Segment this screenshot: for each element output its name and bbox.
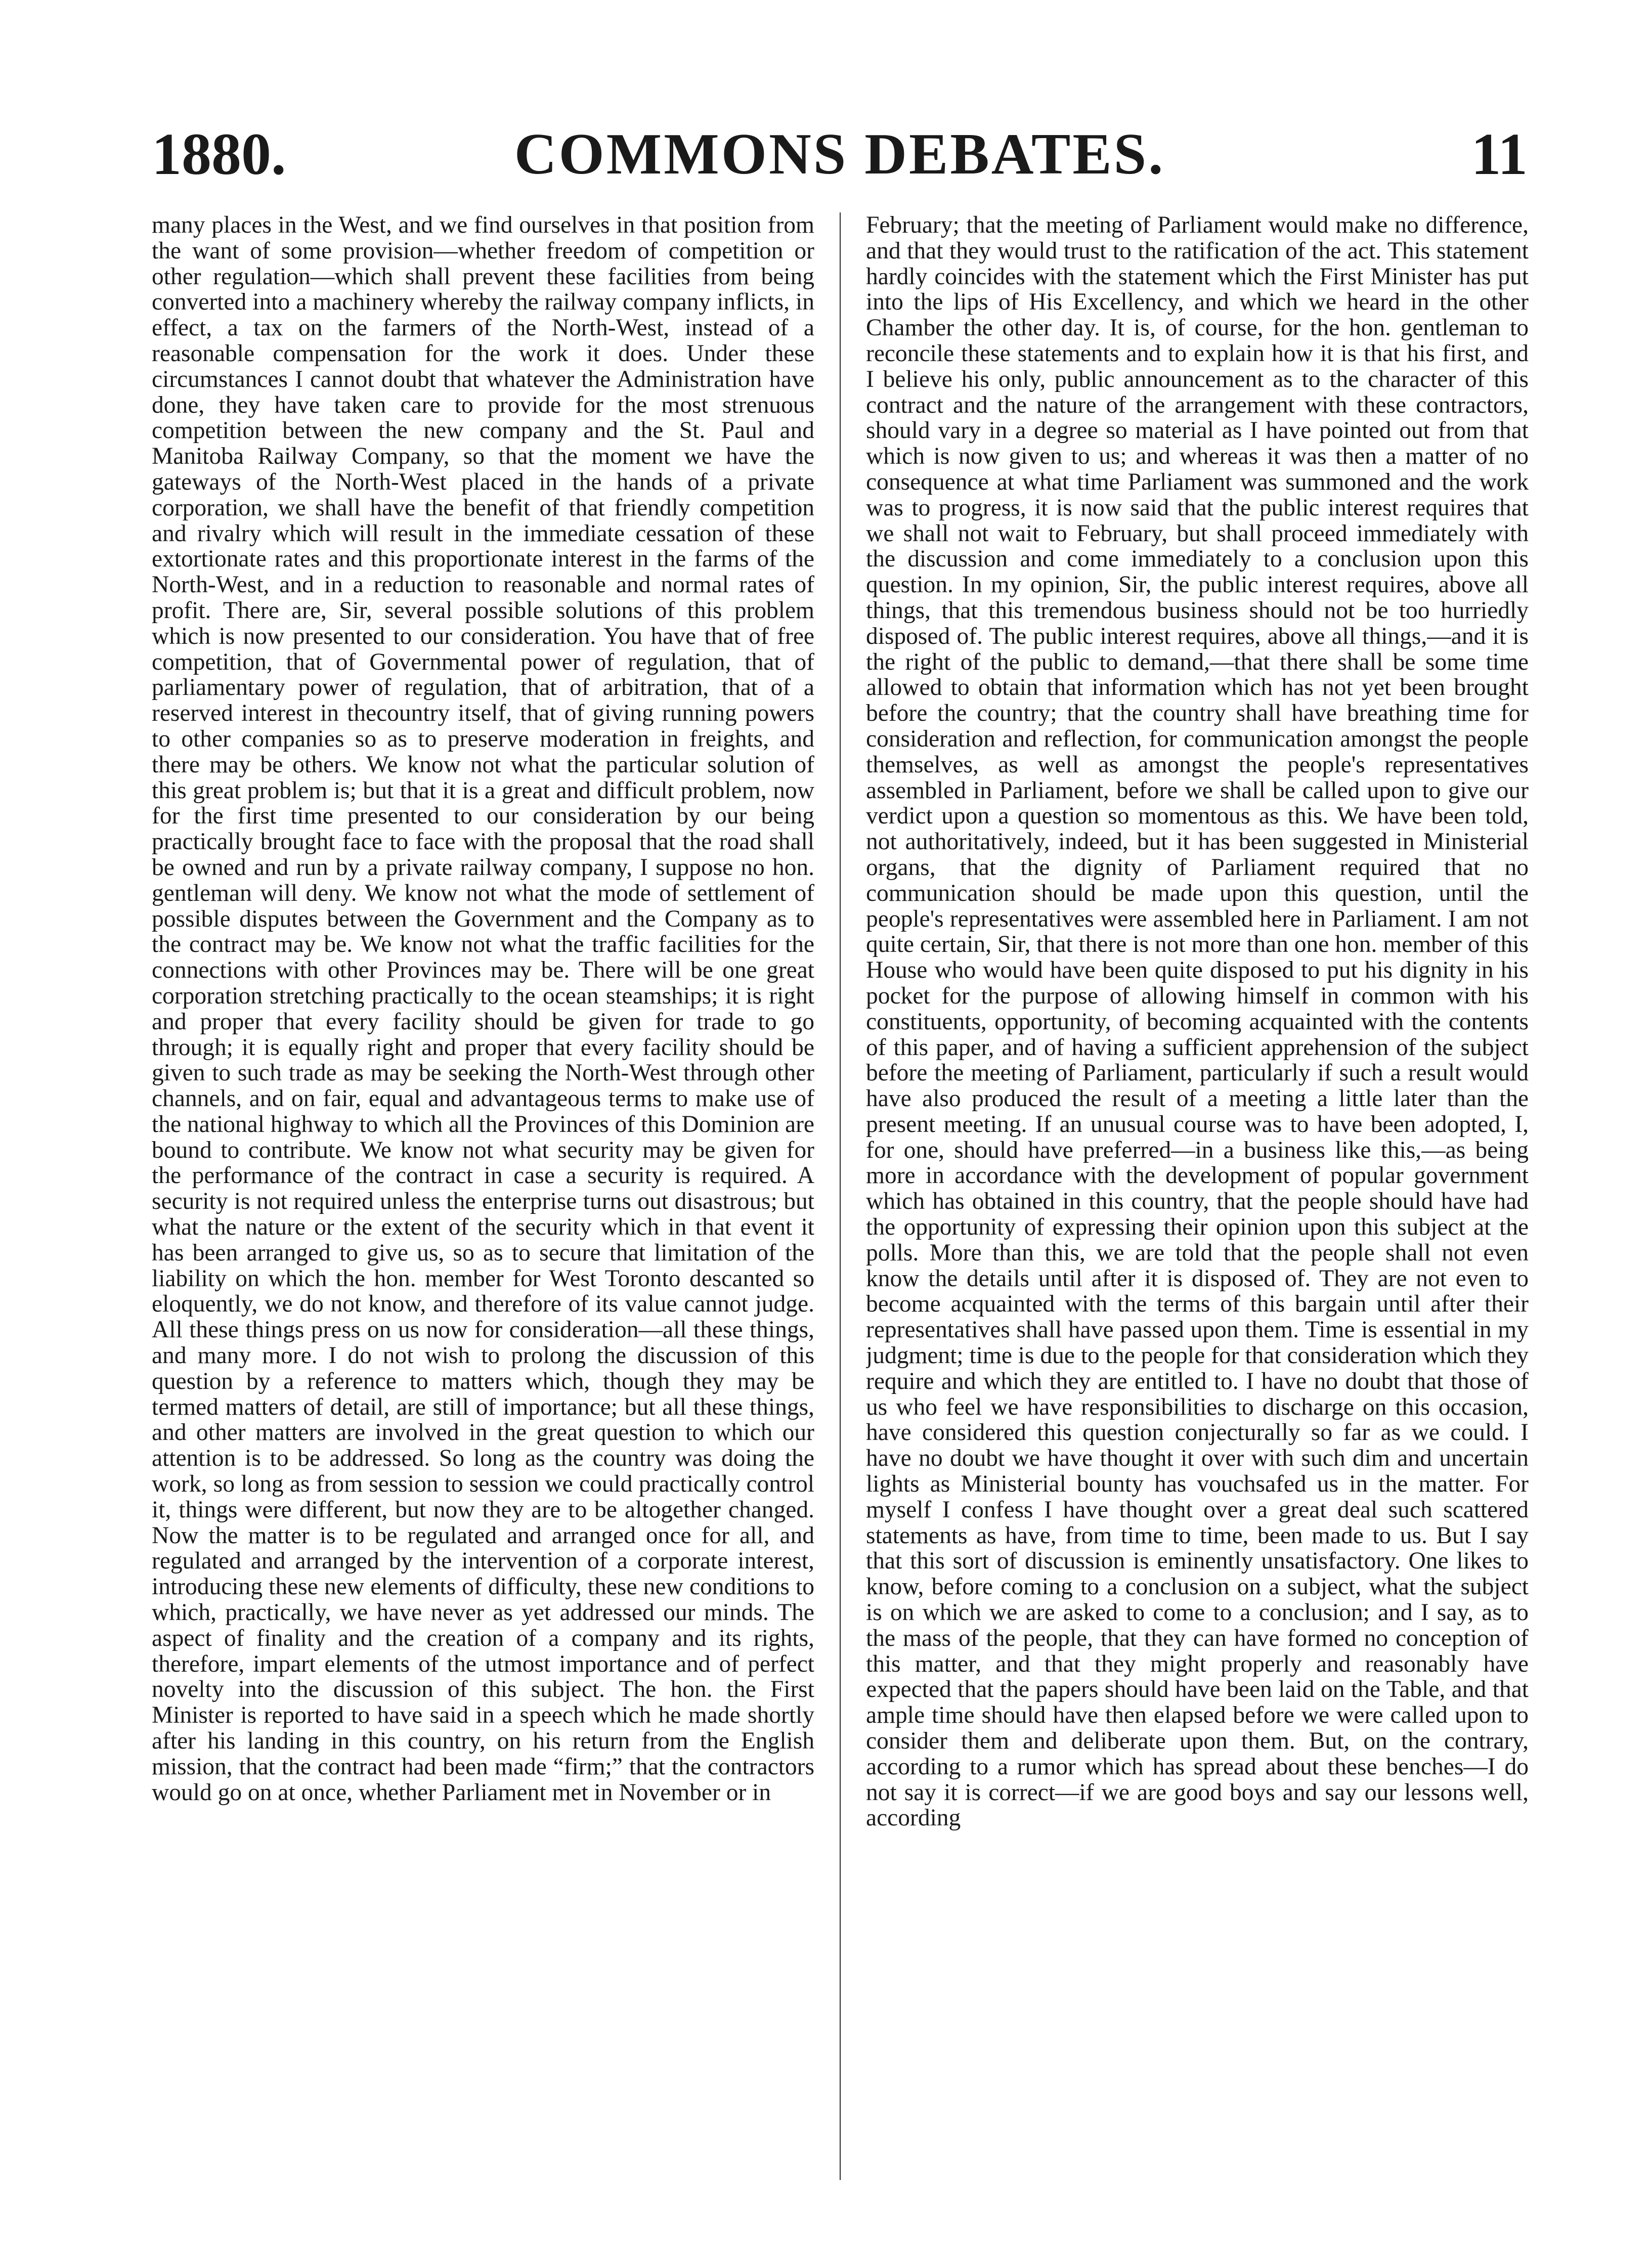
header-page-number: 11 [1471,121,1528,187]
header-year: 1880. [152,121,286,187]
header-title: COMMONS DEBATES. [514,122,1165,187]
page-header [152,116,1528,192]
two-column-body [152,212,1528,2180]
column-divider [840,212,841,2180]
right-column-text: February; that the meeting of Parliament would make no difference, and that they would trust to the ratification of the act. This statement hardly coincides with the statement which the First Minister has put into the lips of His Excellency, and which we heard in the other Chamber the other day. It is, of course, for the hon. gentleman to reconcile these statements and to explain how it is that his first, and I believe his only, public announcement as to the character of this contract and the nature of the arrangement with these contractors, should vary in a degree so material as I have pointed out from that which is now given to us; and whereas it was then a matter of no consequence at what time Parliament was summoned and the work was to progress, it is now said that the public interest requires that we shall not wait to February, but shall proceed immediately with the discussion and come immediately to a conclusion upon this question. In my opinion, Sir, the public interest requires, above all things, that this tremendous business should not be too hurriedly disposed of. The public interest requires, above all things,—and it is the right of the public to demand,—that there shall be some time allowed to obtain that information which has not yet been brought before the country; that the country shall have breathing time for consideration and reflection, for communication amongst the people themselves, as well as amongst the people's representatives assembled in Parliament, before we shall be called upon to give our verdict upon a question so momentous as this. We have been told, not authoritatively, indeed, but it has been suggested in Ministerial organs, that the dignity of Parliament required that no communication should be made upon this question, until the people's representatives were assembled here in Parliament. I am not quite certain, Sir, that there is not more than one hon. member of this House who would have been quite disposed to put his dignity in his pocket for the purpose of allowing himself in common with his constituents, opportunity, of becoming acquainted with the contents of this paper, and of having a sufficient apprehension of the subject before the meeting of Parliament, particularly if such a result would have also produced the result of a meeting a little later than the present meeting. If an unusual course was to have been adopted, I, for one, should have preferred—in a business like this,—as being more in accordance with the development of popular government which has obtained in this country, that the people should have had the opportunity of expressing their opinion upon this subject at the polls. More than this, we are told that the people shall not even know the details until after it is disposed of. They are not even to become acquainted with the terms of this bargain until after their representatives shall have passed upon them. Time is essential in my judgment; time is due to the people for that consideration which they require and which they are entitled to. I have no doubt that those of us who feel we have responsibilities to discharge on this occasion, have considered this question conjecturally so far as we could. I have no doubt we have thought it over with such dim and uncertain lights as Ministerial bounty has vouchsafed us in the matter. For myself I confess I have thought over a great deal such scattered statements as have, from time to time, been made to us. But I say that this sort of discussion is eminently unsatisfactory. One likes to know, before coming to a conclusion on a subject, what the subject is on which we are asked to come to a conclusion; and I say, as to the mass of the people, that they can have formed no conception of this matter, and that they might properly and reasonably have expected that the papers should have been laid on the Table, and that ample time should have then elapsed before we were called upon to consider them and deliberate upon them. But, on the contrary, according to a rumor which has spread about these benches—I do not say it is correct—if we are good boys and say our lessons well, according [866,212,1529,1831]
right-column [866,212,1529,2180]
left-column-text: many places in the West, and we find ourselves in that position from the want of some provision—whether freedom of competition or other regulation—which shall prevent these facilities from being converted into a machinery whereby the railway company inflicts, in effect, a tax on the farmers of the North-West, instead of a reasonable compensation for the work it does. Under these circumstances I cannot doubt that whatever the Administration have done, they have taken care to provide for the most strenuous competition between the new company and the St. Paul and Manitoba Railway Company, so that the moment we have the gateways of the North-West placed in the hands of a private corporation, we shall have the benefit of that friendly competition and rivalry which will result in the immediate cessation of these extortionate rates and this proportionate interest in the farms of the North-West, and in a reduction to reasonable and normal rates of profit. There are, Sir, several possible solutions of this problem which is now presented to our consideration. You have that of free competition, that of Governmental power of regulation, that of parliamentary power of regulation, that of arbitration, that of a reserved interest in thecountry itself, that of giving running powers to other companies so as to preserve moderation in freights, and there may be others. We know not what the particular solution of this great problem is; but that it is a great and difficult problem, now for the first time presented to our consideration by our being practically brought face to face with the proposal that the road shall be owned and run by a private railway company, I suppose no hon. gentleman will deny. We know not what the mode of settlement of possible disputes between the Government and the Company as to the contract may be. We know not what the traffic facilities for the connections with other Provinces may be. There will be one great corporation stretching practically to the ocean steamships; it is right and proper that every facility should be given for trade to go through; it is equally right and proper that every facility should be given to such trade as may be seeking the North-West through other channels, and on fair, equal and advantageous terms to make use of the national highway to which all the Provinces of this Dominion are bound to contribute. We know not what security may be given for the performance of the contract in case a security is required. A security is not required unless the enterprise turns out disastrous; but what the nature or the extent of the security which in that event it has been arranged to give us, so as to secure that limitation of the liability on which the hon. member for West Toronto descanted so eloquently, we do not know, and therefore of its value cannot judge. All these things press on us now for consideration—all these things, and many more. I do not wish to prolong the discussion of this question by a reference to matters which, though they may be termed matters of detail, are still of importance; but all these things, and other matters are involved in the great question to which our attention is to be addressed. So long as the country was doing the work, so long as from session to session we could practically control it, things were different, but now they are to be altogether changed. Now the matter is to be regulated and arranged once for all, and regulated and arranged by the intervention of a corporate interest, introducing these new elements of difficulty, these new conditions to which, practically, we have never as yet addressed our minds. The aspect of finality and the creation of a company and its rights, therefore, impart elements of the utmost importance and of perfect novelty into the discussion of this subject. The hon. the First Minister is reported to have said in a speech which he made shortly after his landing in this country, on his return from the English mission, that the contract had been made “firm;” that the contractors would go on at once, whether Parliament met in November or in [152,212,814,1806]
left-column [152,212,814,2180]
